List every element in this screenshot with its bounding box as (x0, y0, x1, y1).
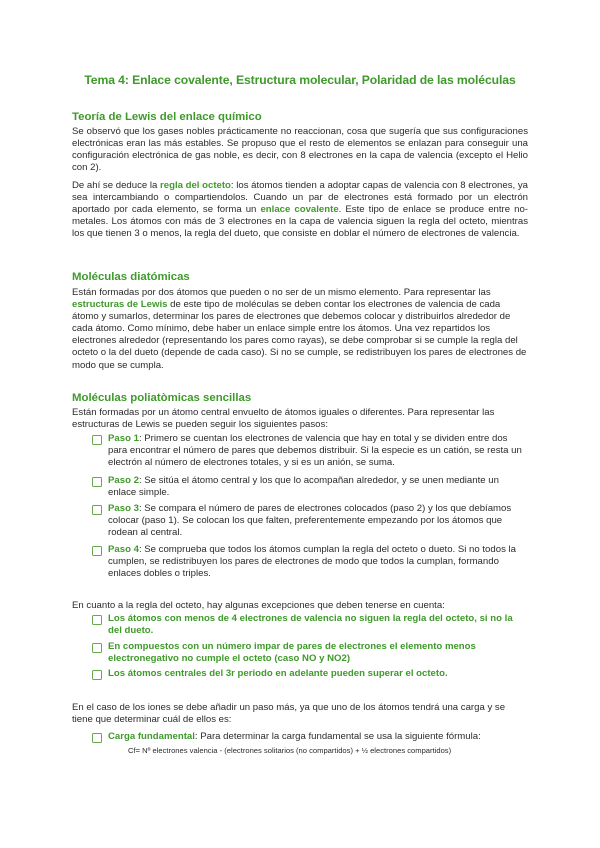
text-run: Están formadas por dos átomos que pueden o no ser de un mismo elemento. Para representar las (72, 287, 491, 298)
checkbox-icon[interactable] (92, 546, 102, 556)
step-label: Paso 2 (108, 475, 139, 486)
checkbox-icon[interactable] (92, 615, 102, 625)
text-run: De ahí se deduce la (72, 180, 161, 191)
section-heading-lewis-theory: Teoría de Lewis del enlace químico (72, 111, 262, 123)
term-formal-charge: Carga fundamental (108, 731, 195, 742)
checkbox-icon[interactable] (92, 733, 102, 743)
paragraph-noble-gases: Se observó que los gases nobles prácticamente no reaccionan, cosa que sugería que sus configuraciones electrónicas eran las más estables. Se propuso que el resto de elementos se enlazan para conseguir una configuración electrónica de gas noble, es decir, con 8 electrones en la capa de valencia (excepto el Helio con 2). (72, 126, 528, 174)
page-title: Tema 4: Enlace covalente, Estructura molecular, Polaridad de las moléculas (84, 73, 516, 87)
checkbox-icon[interactable] (92, 435, 102, 445)
step-text (108, 475, 528, 499)
exception-text: Los átomos centrales del 3r periodo en adelante pueden superar el octeto. (108, 668, 448, 679)
text-run: . Este tipo de enlace se produce entre no-metales. Los átomos con más de 3 electrones en la capa de valencia siguen la regla del octeto, mientras los que tienen 3 o menos, la regla del dueto, que consiste en doblar el número de electrones de valencia. (72, 204, 528, 240)
checkbox-icon[interactable] (92, 505, 102, 515)
step-label: Paso 3 (108, 503, 139, 514)
exception-text: Los átomos con menos de 4 electrones de valencia no siguen la regla del octeto, si no la del dueto. (108, 613, 513, 637)
step-text (108, 544, 528, 580)
paragraph-polyatomic-intro: Están formadas por un átomo central envuelto de átomos iguales o diferentes. Para representar las estructuras de Lewis se pueden seguir los siguientes pasos: (72, 407, 495, 431)
formal-charge-formula: Cf= Nº electrones valencia - (electrones solitarios (no compartidos) + ½ electrones compartidos) (128, 746, 452, 755)
step-text (108, 503, 528, 539)
checkbox-icon[interactable] (92, 643, 102, 653)
text-run: de este tipo de moléculas se deben contar los electrones de valencia de cada átomo y sumarlos, determinar los pares de electrones que debemos colocar y distribuirlos alrededor de cada átomo. Como mínimo, debe haber un enlace simple entre los átomos. Una vez repartidos los electrones alrededor (representando los pares como rayas), se debe comprobar si se cumple la regla del octeto o la del dueto (depende de cada caso). Si no se cumple, se redistribuyen los pares de electrones de modo que se cumpla. (72, 299, 527, 371)
term-lewis-structures: estructuras de Lewis (72, 299, 168, 311)
term-octet-rule: regla del octeto (160, 180, 231, 191)
checkbox-icon[interactable] (92, 670, 102, 680)
paragraph-diatomic (72, 287, 528, 372)
text-run: : Se sitúa el átomo central y los que lo acompañan alrededor, y se unen mediante un enlace simple. (108, 475, 499, 499)
text-run: : Se compara el número de pares de electrones colocados (paso 2) y los que debíamos colocar (paso 1). Se colocan los que falten, preferentemente empezando por los átomos que rodean al central. (108, 503, 512, 539)
charge-text (108, 731, 528, 743)
text-run: : Primero se cuentan los electrones de valencia que hay en total y se dividen entre dos para encontrar el número de pares que debemos distribuir. Si la especie es un catión, se resta un electrón al número de electrones totales, y si es un anión, se suma. (108, 433, 522, 469)
section-heading-diatomic: Moléculas diatómicas (72, 271, 190, 283)
paragraph-ions-intro: En el caso de los iones se debe añadir un paso más, ya que uno de los átomos tendrá una carga y se tiene que determinar cuál de ellos es: (72, 702, 506, 726)
paragraph-octet-rule (72, 180, 528, 240)
step-label: Paso 4 (108, 544, 139, 555)
text-run: : Se comprueba que todos los átomos cumplan la regla del octeto o dueto. Si no todos la cumplen, se redistribuyen los pares de electrones de modo que todos la cumplan, formando enlaces dobles o triples. (108, 544, 516, 580)
term-covalent-bond: enlace covalente (260, 204, 339, 216)
step-label: Paso 1 (108, 433, 139, 444)
step-text (108, 433, 528, 469)
paragraph-exceptions-intro: En cuanto a la regla del octeto, hay algunas excepciones que deben tenerse en cuenta: (72, 600, 445, 611)
exception-text: En compuestos con un número impar de pares de electrones el elemento menos electronegativo no cumple el octeto (caso NO y NO2) (108, 641, 476, 665)
text-run: : Para determinar la carga fundamental se usa la siguiente fórmula: (194, 731, 481, 742)
checkbox-icon[interactable] (92, 477, 102, 487)
section-heading-polyatomic: Moléculas poliatòmicas sencillas (72, 392, 252, 404)
text-run: : los átomos tienden a adoptar capas de valencia con 8 electrones, ya sea intercambiando o compartiendolos. Cuando un par de electrones está formado por un electrón aportado por cada elemento, se forma un (72, 180, 528, 216)
